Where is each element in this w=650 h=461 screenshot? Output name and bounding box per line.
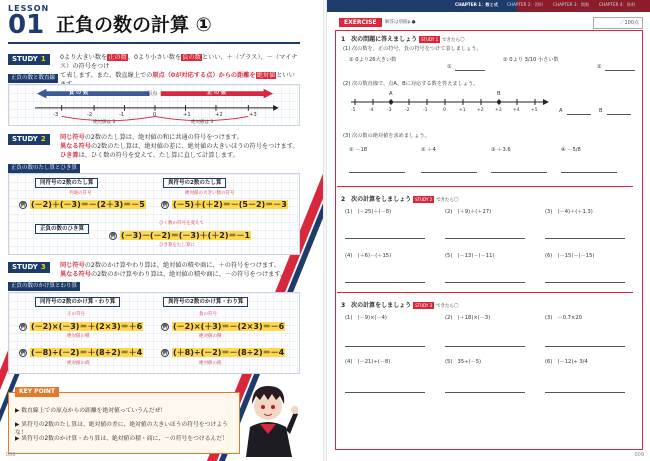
answer-blank[interactable] xyxy=(345,386,425,393)
tick-label: -2 xyxy=(87,112,93,118)
answer-label: ② xyxy=(597,64,602,70)
example-expression: 例 (－2)＋(－3)＝－(2＋3)＝－5 xyxy=(20,200,145,209)
q3-item: (5) 35÷(－5) xyxy=(445,359,482,365)
study-2-text: 同じ符号の2数のたし算は、絶対値の和に共通の符号をつけます。 異なる符号の2数のたし算は、絶対値の差に、絶対値の大きいほうの符号をつけます。 ひき算は、ひく数の符号を変えて、たし算に直して計算します。 xyxy=(60,134,299,159)
abs-right-label: 絶対値は 3 xyxy=(191,120,214,125)
tick-label: -2 xyxy=(405,108,410,113)
page-number-left: 008 xyxy=(6,452,16,458)
key-point-box xyxy=(8,388,240,454)
example-expression: 例 (＋8)÷(－2)＝－(8÷2)＝－4 xyxy=(162,348,285,357)
tick-label: +3 xyxy=(249,112,257,118)
answer-blank[interactable] xyxy=(607,108,631,115)
note: 絶対値の商 xyxy=(67,361,90,366)
answer-blank[interactable] xyxy=(445,386,525,393)
number-line-tag: 正負の数と数直線 xyxy=(8,74,58,83)
answer-blank[interactable] xyxy=(605,64,635,71)
section-divider xyxy=(337,186,633,187)
tick-label: 0 xyxy=(443,108,446,113)
key-point-line: ▶ 異符号の2数のかけ算・わり算は、絶対値の積・商に、－の符号をつけるんだ！ xyxy=(15,436,228,442)
tick-label: +1 xyxy=(459,108,466,113)
answer-blank[interactable] xyxy=(349,166,405,173)
exercise-number-line xyxy=(349,90,549,118)
q1-3-item: ④ －5/8 xyxy=(561,147,581,153)
exercise-heading: EXERCISE xyxy=(339,18,382,27)
note: 絶対値の大きい数の符号 xyxy=(185,191,235,196)
page-number-right: 009 xyxy=(634,452,644,458)
tick-label: +2 xyxy=(215,112,223,118)
answer-blank[interactable] xyxy=(561,166,617,173)
answer-blank[interactable] xyxy=(491,166,547,173)
answer-blank[interactable] xyxy=(445,232,525,239)
q1-3-item: ② ＋4 xyxy=(421,147,436,153)
number-line-panel xyxy=(8,84,300,126)
q1-1-a: ① 0より26大きい数 xyxy=(349,57,397,63)
example-expression: 例 (－5)＋(＋2)＝－(5－2)＝－3 xyxy=(162,200,287,209)
q2-item: (3) (－4)＋(＋1.3) xyxy=(545,209,593,215)
note: 絶対値の積 xyxy=(67,334,90,339)
chapter-tab-1: CHAPTER 1：数と式 xyxy=(455,2,498,7)
chapter-tab-4: CHAPTER 4：資料 xyxy=(599,2,636,7)
negative-label: 負 の 数 xyxy=(69,90,89,96)
note: 共通の符号 xyxy=(69,191,92,196)
right-page xyxy=(327,0,650,461)
tick-label: -5 xyxy=(351,108,356,113)
chapter-tab-3: CHAPTER 3：関数 xyxy=(553,2,590,7)
q2-item: (5) (－13)－(－11) xyxy=(445,253,495,259)
q1-3-item: ③ ＋3.6 xyxy=(491,147,511,153)
note: ひき算をたし算に xyxy=(159,243,195,248)
key-point-heading: KEY POINT xyxy=(15,387,59,397)
answer-blank[interactable] xyxy=(421,166,477,173)
q1-3-item: ① －18 xyxy=(349,147,368,153)
tick-label: +4 xyxy=(513,108,520,113)
example-expression: 例 (－2)×(＋3)＝－(2×3)＝－6 xyxy=(162,322,285,331)
q3-item: (4) (－21)÷(－8) xyxy=(345,359,391,365)
tick-label: +5 xyxy=(531,108,538,113)
subhead: 異符号の2数のたし算 xyxy=(163,178,226,188)
tick-label: +1 xyxy=(183,112,191,118)
answer-blank[interactable] xyxy=(445,276,525,283)
q1-3-text: (3) 次の数の絶対値を求めましょう。 xyxy=(343,133,430,139)
study-2-badge: STUDY 2 xyxy=(8,134,50,145)
note: 正の符号 xyxy=(67,312,85,317)
answer-blank[interactable] xyxy=(345,232,425,239)
q1-1-b: ② 0より 3/10 小さい数 xyxy=(503,57,559,63)
answer-blank[interactable] xyxy=(445,340,525,347)
q3-item: (2) (＋18)×(－3) xyxy=(445,315,491,321)
lesson-label: LESSON xyxy=(8,4,50,13)
q3-item: (6) (－12)÷ 3/4 xyxy=(545,359,588,365)
mul-div-tag: 正負の数のかけ算とわり算 xyxy=(8,282,80,291)
tick-label: +3 xyxy=(495,108,502,113)
tick-label: -1 xyxy=(423,108,428,113)
q1-2-text: (2) 次の数直線で、点A、Bに対応する数を答えましょう。 xyxy=(343,81,479,87)
chapter-tab-2: CHAPTER 2：図形 xyxy=(507,2,544,7)
section-divider xyxy=(337,292,633,293)
tick-label: -4 xyxy=(369,108,374,113)
q2-item: (1) (－25)＋(－8) xyxy=(345,209,392,215)
positive-label: 正 の 数 xyxy=(207,90,227,96)
study-1-text: 0より大きい数を正の数、0より小さい数を負の数といい、＋（プラス）、－（マイナス）の符号をつけ て表します。また、数直線上での原点（0が対応する点）からの距離を絶対値といい xyxy=(60,54,298,79)
add-sub-tag: 正負の数のたし算とひき算 xyxy=(8,164,80,173)
title-underline xyxy=(8,42,300,44)
study-3-badge: STUDY 3 xyxy=(8,262,50,273)
answer-blank[interactable] xyxy=(545,232,625,239)
key-point-line: ▶ 異符号の2数のたし算は、絶対値の差に、絶対値の大きいほうの符号をつけような！ xyxy=(15,422,228,436)
answer-blank[interactable] xyxy=(455,64,485,71)
answer-blank[interactable] xyxy=(345,276,425,283)
example-expression: 例 (－2)×(－3)＝＋(2×3)＝＋6 xyxy=(20,322,143,331)
q2-item: (4) (＋6)－(＋15) xyxy=(345,253,392,259)
score-box: ／100点 xyxy=(593,17,643,29)
point-a-label: A xyxy=(389,91,393,97)
q1-1-text: (1) 次の数を、正の符号、負の符号をつけて表しましょう。 xyxy=(343,46,482,52)
study-3-text: 同じ符号の2数のかけ算やわり算は、絶対値の積や商に、＋の符号をつけます。 異なる符号の2数のかけ算やわり算は、絶対値の積や商に、－の符号をつけます。 xyxy=(60,262,287,278)
question-2-heading: 2 次の計算をしましょう STUDY 2 できたら〇 xyxy=(341,196,459,203)
note: 絶対値の積 xyxy=(199,334,222,339)
answer-blank[interactable] xyxy=(545,386,625,393)
q3-item: (3) －0.7×20 xyxy=(545,315,582,321)
answer-label: B xyxy=(599,108,603,114)
origin-label: 原点 xyxy=(147,91,158,97)
q3-item: (1) (－9)×(－4) xyxy=(345,315,387,321)
tick-label: 0 xyxy=(153,112,157,118)
exercise-subtext: 解答は別冊p.● xyxy=(385,20,416,25)
study-1-badge: STUDY 1 xyxy=(8,54,50,65)
answer-label: A xyxy=(559,108,563,114)
q2-item: (2) (＋9)＋(＋27) xyxy=(445,209,492,215)
subhead: 異符号の2数のかけ算・わり算 xyxy=(163,297,248,307)
answer-label: ① xyxy=(447,64,452,70)
note: 負の符号 xyxy=(199,312,217,317)
answer-blank[interactable] xyxy=(567,108,591,115)
example-expression: 例 (－3)－(－2)＝(－3)＋(＋2)＝－1 xyxy=(110,231,251,240)
left-page xyxy=(0,0,323,461)
subhead: 同符号の2数のかけ算・わり算 xyxy=(35,297,120,307)
lesson-number: 01 xyxy=(8,10,45,40)
mascot-character-illustration xyxy=(238,372,298,457)
abs-left-label: 絶対値は 3 xyxy=(93,120,116,125)
tick-label: +2 xyxy=(477,108,484,113)
note: ひく数の符号を変えて xyxy=(159,221,204,226)
key-point-line: ▶ 数直線上での原点からの距離を絶対値っていうんだぜ！ xyxy=(15,408,167,414)
point-b-label: B xyxy=(497,91,501,97)
mul-div-panel xyxy=(8,292,300,374)
answer-blank[interactable] xyxy=(545,276,625,283)
tick-label: -3 xyxy=(53,112,59,118)
answer-blank[interactable] xyxy=(345,340,425,347)
answer-blank[interactable] xyxy=(545,340,625,347)
page-title: 正負の数の計算 ① xyxy=(56,14,212,36)
note: 絶対値の商 xyxy=(199,361,222,366)
tick-label: -3 xyxy=(387,108,392,113)
add-sub-panel xyxy=(8,173,300,255)
tick-label: -1 xyxy=(119,112,125,118)
q2-item: (6) (－15)－(－15) xyxy=(545,253,595,259)
example-expression: 例 (－8)÷(－2)＝＋(8÷2)＝＋4 xyxy=(20,348,143,357)
subhead: 正負の数のひき算 xyxy=(35,224,89,234)
question-3-heading: 3 次の計算をしましょう STUDY 3 できたら〇 xyxy=(341,302,459,309)
question-1-heading: 1 次の問題に答えましょう STUDY 1 できたら〇 xyxy=(341,36,465,43)
subhead: 同符号の2数のたし算 xyxy=(35,178,98,188)
